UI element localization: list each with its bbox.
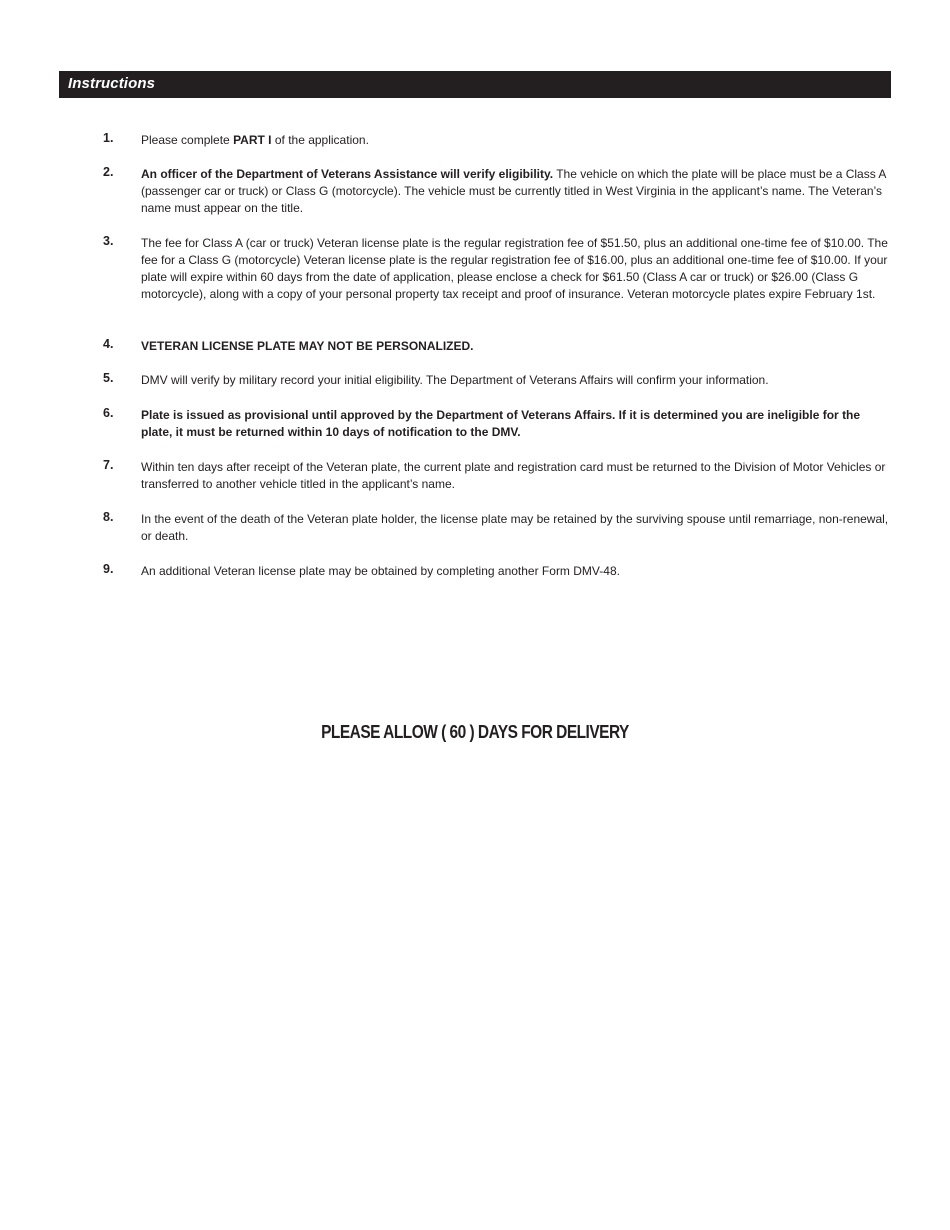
item-lead-bold: An officer of the Department of Veterans Assistance will verify eligibility. (141, 167, 554, 181)
item-number: 6. (103, 406, 114, 420)
item-number: 9. (103, 562, 114, 576)
item-number: 5. (103, 371, 114, 385)
instructions-header-bar (59, 71, 891, 98)
item-number: 3. (103, 234, 114, 248)
item-number: 7. (103, 458, 114, 472)
item-number: 2. (103, 165, 114, 179)
part-i-emphasis: PART I (233, 133, 272, 147)
item-number: 4. (103, 337, 114, 351)
item-text: An additional Veteran license plate may be obtained by completing another Form DMV-48. (141, 564, 620, 578)
instructions-title: Instructions (68, 75, 156, 92)
item-number: 1. (103, 131, 114, 145)
item-number: 8. (103, 510, 114, 524)
item-text: In the event of the death of the Veteran plate holder, the license plate may be retained by the surviving spouse until remarriage, non-renewal, or death. (141, 512, 889, 543)
item-text: VETERAN LICENSE PLATE MAY NOT BE PERSONALIZED. (141, 339, 474, 353)
item-text: Plate is issued as provisional until approved by the Department of Veterans Affairs. If it is determined you are ineligible for the plate, it must be returned within 10 days of notification to the DMV. (141, 408, 861, 439)
item-text: DMV will verify by military record your initial eligibility. The Department of Veterans Affairs will confirm your information. (141, 373, 769, 387)
delivery-notice: PLEASE ALLOW ( 60 ) DAYS FOR DELIVERY (321, 722, 629, 742)
item-text: Within ten days after receipt of the Veteran plate, the current plate and registration card must be returned to the Division of Motor Vehicles or transferred to another vehicle titled in the applicant’s name. (141, 460, 886, 491)
item-text: Please complete PART I of the application. (141, 133, 369, 147)
item-text: The fee for Class A (car or truck) Veteran license plate is the regular registration fee of $51.50, plus an additional one-time fee of $10.00. The fee for a Class G (motorcycle) Veteran license plate is the regular registration fee of $16.00, plus an additional one-time fee of $10.00. If your plate will expire within 60 days from the date of application, please enclose a check for $61.50 (Class A car or truck) or $26.00 (Class G motorcycle), along with a copy of your personal property tax receipt and proof of insurance. Veteran motorcycle plates expire February 1st. (141, 236, 888, 301)
item-text: An officer of the Department of Veterans Assistance will verify eligibility. The vehicle on which the plate will be place must be a Class A (passenger car or truck) or Class G (motorcycle). The vehicle must be currently titled in West Virginia in the applicant’s name. The Veteran’s name must appear on the title. (141, 167, 886, 215)
